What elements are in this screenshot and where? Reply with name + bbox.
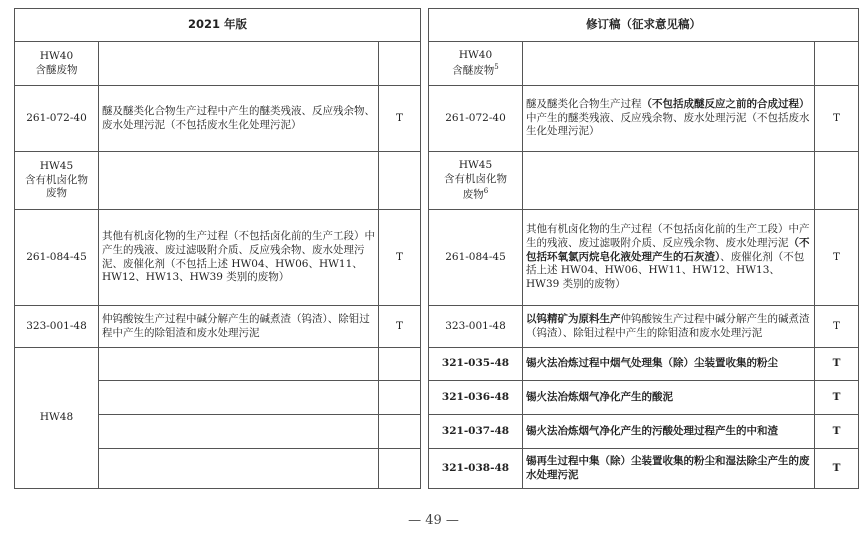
column-gap — [421, 9, 429, 42]
empty-cell — [379, 381, 421, 415]
column-gap — [421, 415, 429, 449]
right-version-title: 修订稿（征求意见稿） — [429, 9, 859, 42]
waste-code: 321-036-48 — [429, 381, 523, 415]
column-gap — [421, 86, 429, 152]
empty-cell — [523, 42, 815, 86]
category-name: 含有机卤化物 — [444, 172, 507, 185]
waste-description — [523, 86, 815, 152]
table-row — [15, 306, 859, 348]
column-gap — [421, 210, 429, 306]
hazard-mark: T — [815, 210, 859, 306]
hazard-mark: T — [379, 210, 421, 306]
desc-revision-bold: （不包括环氧氯丙烷皂化液处理产生的石灰渣） — [526, 236, 810, 263]
left-category-hw45 — [15, 152, 99, 210]
empty-cell — [379, 449, 421, 489]
empty-cell — [379, 415, 421, 449]
table-row — [15, 449, 859, 489]
empty-cell — [523, 152, 815, 210]
empty-cell — [99, 449, 379, 489]
hazard-mark: T — [815, 86, 859, 152]
category-code: HW40 — [39, 49, 74, 62]
footnote-mark: 6 — [483, 186, 489, 195]
waste-description: 锡火法冶炼过程中烟气处理集（除）尘装置收集的粉尘 — [523, 348, 815, 381]
waste-code: 321-038-48 — [429, 449, 523, 489]
hazard-mark: T — [815, 306, 859, 348]
page-number: — 49 — — [408, 513, 459, 528]
waste-code: 261-072-40 — [429, 86, 523, 152]
table-header-row — [15, 9, 859, 42]
desc-part: 其他有机卤化物的生产过程（不包括卤化前的生产工段）中产生的残液、废过滤吸附介质、反应残余物、废水处理污泥 — [526, 222, 810, 249]
left-version-title: 2021 年版 — [15, 9, 421, 42]
empty-cell — [379, 42, 421, 86]
waste-description: 其他有机卤化物的生产过程（不包括卤化前的生产工段）中产生的残液、废过滤吸附介质、反应残余物、废水处理污泥、废催化剂（不包括上述 HW04、HW06、HW11、HW12、HW13、HW39 类别的废物） — [99, 210, 379, 306]
desc-revision-bold: （不包括成醚反应之前的合成过程） — [641, 97, 810, 110]
category-name: 废物 — [462, 188, 484, 201]
waste-description — [523, 306, 815, 348]
waste-description — [523, 210, 815, 306]
category-name: 含醚废物 — [35, 63, 78, 76]
table-row — [15, 415, 859, 449]
waste-description: 锡再生过程中集（除）尘装置收集的粉尘和湿法除尘产生的废水处理污泥 — [523, 449, 815, 489]
left-category-hw48: HW48 — [15, 348, 99, 489]
empty-cell — [99, 381, 379, 415]
empty-cell — [815, 42, 859, 86]
category-name: 含有机卤化物 — [25, 173, 88, 186]
waste-code: 261-084-45 — [429, 210, 523, 306]
desc-part: 、废催化剂（不包括上述 HW04、HW06、HW11、HW12、HW13、HW39 类别的废物） — [526, 250, 805, 291]
footnote-mark: 5 — [494, 62, 499, 71]
right-category-hw40 — [429, 42, 523, 86]
waste-description: 醚及醚类化合物生产过程中产生的醚类残液、反应残余物、废水处理污泥（不包括废水生化处理污泥） — [99, 86, 379, 152]
empty-cell — [815, 152, 859, 210]
category-code: HW45 — [458, 158, 493, 171]
hazard-mark: T — [815, 381, 859, 415]
waste-description: 仲钨酸铵生产过程中碱分解产生的碱煮渣（钨渣）、除钼过程中产生的除钼渣和废水处理污泥 — [99, 306, 379, 348]
category-code: HW45 — [39, 159, 74, 172]
column-gap — [421, 152, 429, 210]
table-row — [15, 152, 859, 210]
hazard-mark: T — [815, 415, 859, 449]
waste-description: 锡火法冶炼烟气净化产生的污酸处理过程产生的中和渣 — [523, 415, 815, 449]
empty-cell — [99, 152, 379, 210]
right-category-hw45 — [429, 152, 523, 210]
table-row — [15, 381, 859, 415]
waste-description: 锡火法冶炼烟气净化产生的酸泥 — [523, 381, 815, 415]
hazard-mark: T — [815, 449, 859, 489]
desc-part: 醚及醚类化合物生产过程 — [526, 97, 642, 110]
waste-code: 321-035-48 — [429, 348, 523, 381]
waste-code: 321-037-48 — [429, 415, 523, 449]
hazard-mark: T — [815, 348, 859, 381]
comparison-table — [14, 8, 859, 489]
empty-cell — [379, 348, 421, 381]
desc-revision-bold: 以钨精矿为原料生产 — [526, 312, 621, 325]
left-category-hw40 — [15, 42, 99, 86]
waste-code: 261-084-45 — [15, 210, 99, 306]
hazard-mark: T — [379, 306, 421, 348]
empty-cell — [99, 348, 379, 381]
table-row — [15, 348, 859, 381]
column-gap — [421, 42, 429, 86]
empty-cell — [99, 415, 379, 449]
desc-part: 仲钨酸铵生产过程中碱分解产生的碱煮渣（钨渣）、除钼过程中产生的除钼渣和废水处理污泥 — [526, 312, 810, 339]
waste-code: 261-072-40 — [15, 86, 99, 152]
column-gap — [421, 381, 429, 415]
category-name: 含醚废物 — [452, 64, 495, 77]
waste-code: 323-001-48 — [15, 306, 99, 348]
table-row — [15, 42, 859, 86]
category-code: HW40 — [458, 48, 493, 61]
column-gap — [421, 306, 429, 348]
column-gap — [421, 348, 429, 381]
empty-cell — [379, 152, 421, 210]
desc-part: 中产生的醚类残液、反应残余物、废水处理污泥（不包括废水生化处理污泥） — [526, 111, 810, 138]
empty-cell — [99, 42, 379, 86]
waste-code: 323-001-48 — [429, 306, 523, 348]
table-row — [15, 86, 859, 152]
category-name: 废物 — [46, 187, 67, 200]
column-gap — [421, 449, 429, 489]
table-row — [15, 210, 859, 306]
hazard-mark: T — [379, 86, 421, 152]
